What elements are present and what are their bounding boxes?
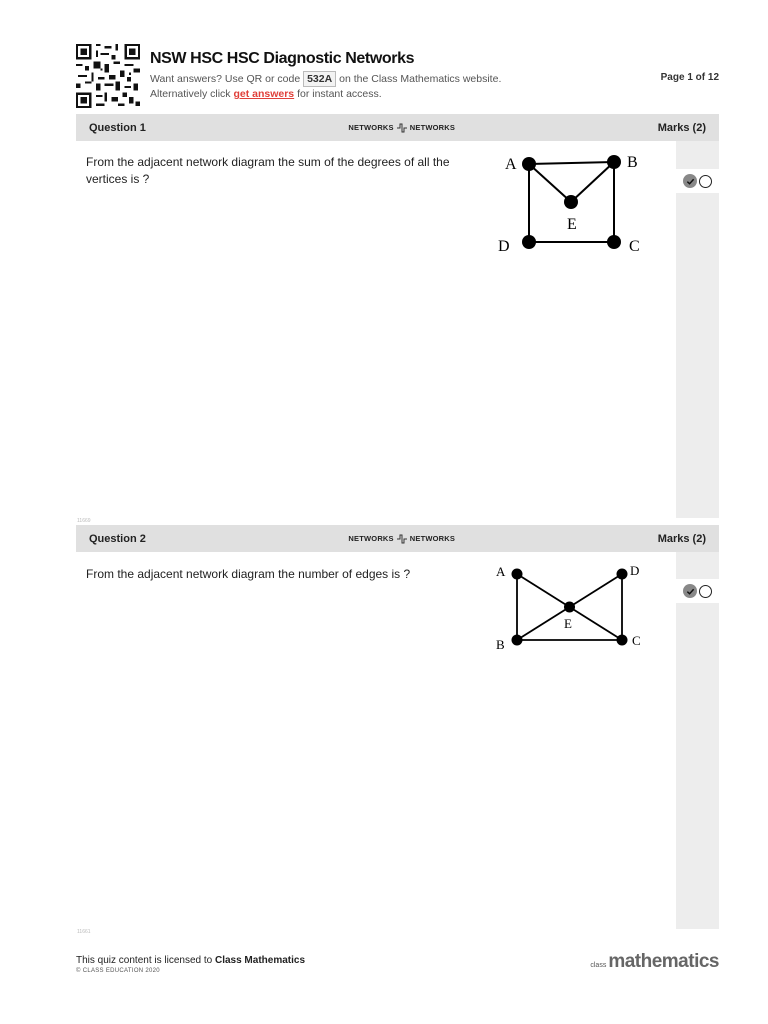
vertex-label-a: A: [496, 564, 506, 579]
vertex-a: [512, 569, 523, 580]
question-1-marks: Marks (2): [657, 121, 706, 134]
question-2-header: [76, 525, 719, 552]
vertex-label-d: D: [630, 563, 640, 578]
question-1-topic: NETWORKS NETWORKS: [348, 123, 456, 132]
vertex-d: [617, 569, 628, 580]
page-number: Page 1 of 12: [660, 72, 719, 83]
question-2-label: Question 2: [89, 532, 146, 545]
vertex-b: [512, 635, 523, 646]
vertex-b: [607, 155, 621, 169]
question-1-incorrect-radio[interactable]: [699, 175, 712, 188]
vertex-label-e: E: [564, 616, 572, 631]
topic-link-icon: [397, 123, 407, 133]
copyright: © CLASS EDUCATION 2020: [76, 968, 160, 974]
licensee-name: Class Mathematics: [214, 955, 306, 966]
question-2-answer-options: [676, 579, 719, 603]
vertex-label-b: B: [627, 154, 638, 171]
question-1-answer-options: [676, 169, 719, 193]
vertex-c: [607, 235, 621, 249]
vertex-a: [522, 157, 536, 171]
question-2-correct-radio[interactable]: [683, 584, 697, 598]
question-1-id: 11669: [77, 518, 91, 524]
vertex-label-c: C: [629, 238, 640, 255]
vertex-label-c: C: [632, 633, 641, 648]
question-1-text: From the adjacent network diagram the sum of the degrees of all the vertices is ?: [86, 155, 450, 186]
vertex-e: [564, 195, 578, 209]
topic-link-icon: [397, 534, 407, 544]
vertex-d: [522, 235, 536, 249]
question-2-answer-column: [676, 552, 719, 929]
check-icon: [686, 587, 695, 596]
question-1-correct-radio[interactable]: [683, 174, 697, 188]
question-2-id: 11661: [77, 929, 91, 935]
vertex-label-d: D: [498, 238, 510, 255]
vertex-label-b: B: [496, 637, 505, 652]
answers-instructions: Want answers? Use QR or code 532A on the Class Mathematics website. Alternatively click get answers for instant access.: [150, 73, 502, 100]
question-1-label: Question 1: [89, 121, 146, 134]
question-2-incorrect-radio[interactable]: [699, 585, 712, 598]
answer-code-badge: 532A: [303, 71, 336, 87]
brand-logo-small: class: [590, 962, 607, 969]
vertex-c: [617, 635, 628, 646]
license-notice: This quiz content is licensed to Class Mathematics: [76, 955, 306, 966]
brand-logo-text: mathematics: [608, 951, 719, 972]
vertex-e: [564, 602, 575, 613]
question-1-header: [76, 114, 719, 141]
question-1-answer-column: [676, 141, 719, 518]
page-title: NSW HSC HSC Diagnostic Networks: [150, 50, 415, 67]
question-2-marks: Marks (2): [657, 532, 706, 545]
qr-code[interactable]: [76, 44, 140, 108]
vertex-label-e: E: [567, 216, 577, 233]
get-answers-link[interactable]: get answers: [233, 88, 295, 100]
question-2-text: From the adjacent network diagram the number of edges is ?: [86, 567, 411, 581]
check-icon: [686, 177, 695, 186]
brand-logo[interactable]: [590, 951, 719, 973]
question-2-topic: NETWORKS NETWORKS: [348, 534, 456, 543]
question-1-network-diagram: [492, 148, 652, 258]
vertex-label-a: A: [505, 156, 517, 173]
question-2-network-diagram: [492, 560, 652, 655]
